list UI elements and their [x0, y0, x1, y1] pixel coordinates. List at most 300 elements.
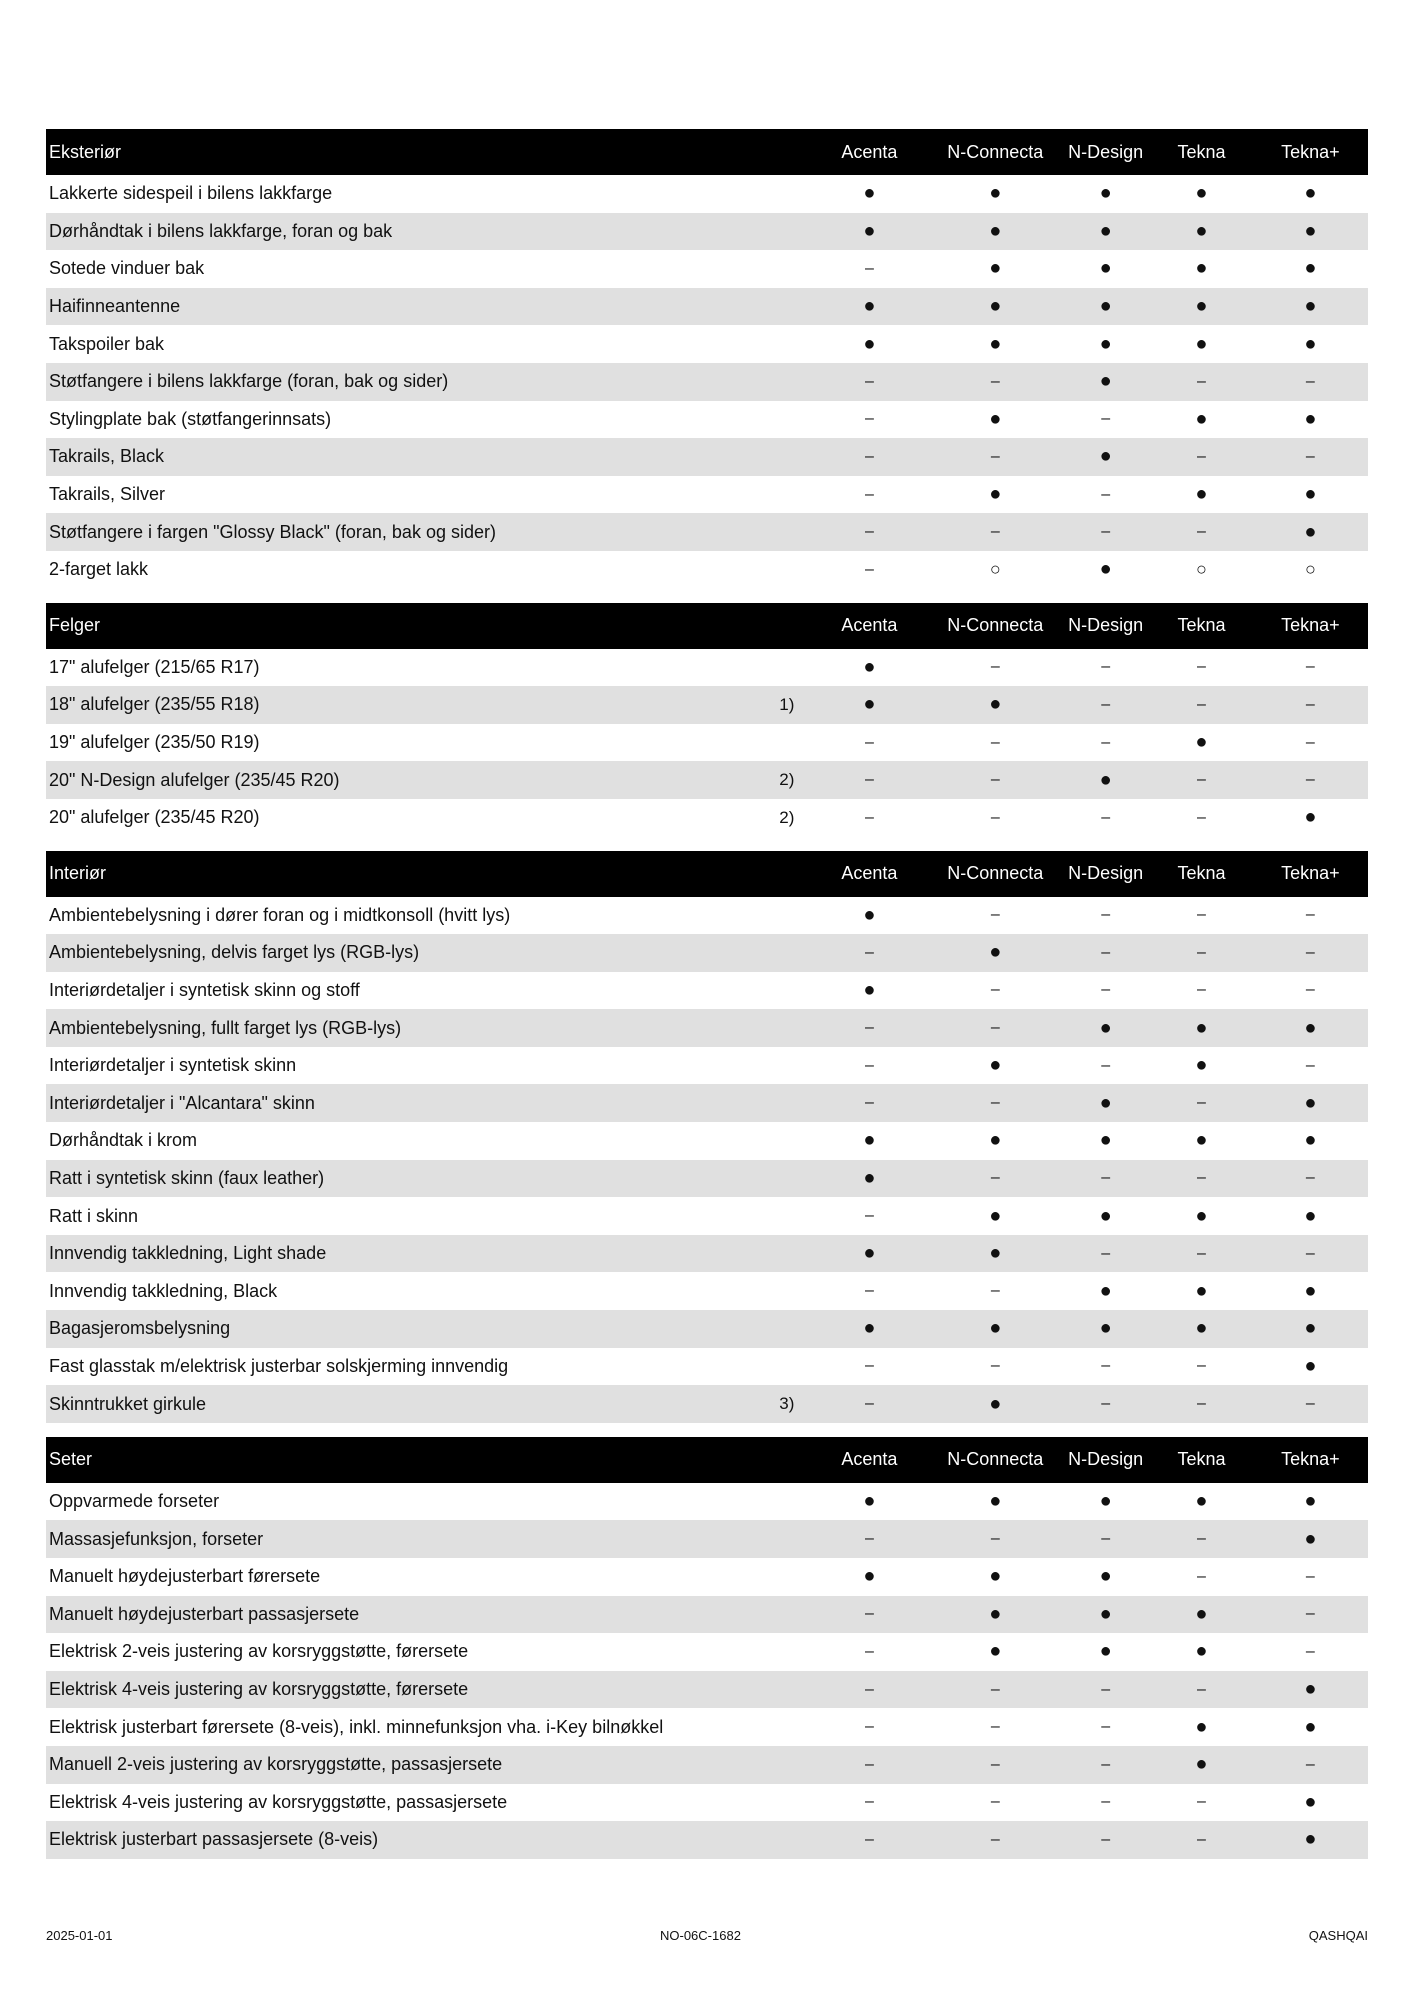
availability-std: ● [989, 1490, 1002, 1513]
table-row [46, 686, 1368, 724]
feature-label: Dørhåndtak i bilens lakkfarge, foran og bak [49, 220, 393, 241]
section-header [46, 1437, 1368, 1483]
availability-std: ● [989, 1602, 1002, 1625]
availability-none: – [1101, 906, 1111, 924]
table-row [46, 1084, 1368, 1122]
availability-std: ● [989, 1565, 1002, 1588]
feature-label: Elektrisk justerbart passasjersete (8-veis) [49, 1829, 379, 1850]
feature-label: Ratt i syntetisk skinn (faux leather) [49, 1167, 325, 1188]
feature-label: 19" alufelger (235/50 R19) [49, 732, 260, 753]
footnote-ref: 2) [779, 807, 795, 827]
availability-none: – [1101, 1680, 1111, 1698]
availability-std: ● [1195, 332, 1208, 355]
availability-none: – [864, 1642, 874, 1660]
availability-none: – [990, 1169, 1000, 1187]
availability-std: ● [1304, 1678, 1317, 1701]
availability-std: ● [1195, 1317, 1208, 1340]
column-header: Acenta [841, 615, 898, 636]
availability-none: – [1197, 1530, 1206, 1548]
availability-std: ● [989, 219, 1002, 242]
availability-none: – [864, 943, 874, 961]
availability-none: – [990, 906, 1000, 924]
availability-none: – [1101, 523, 1111, 541]
availability-std: ● [989, 1204, 1002, 1227]
table-row [46, 1235, 1368, 1273]
feature-label: Bagasjeromsbelysning [49, 1318, 231, 1339]
availability-std: ● [1304, 1527, 1317, 1550]
column-header: N-Design [1068, 141, 1144, 162]
table-row [46, 363, 1368, 401]
availability-std: ● [989, 332, 1002, 355]
availability-none: – [864, 733, 874, 751]
feature-label: Oppvarmede forseter [49, 1491, 220, 1512]
availability-std: ● [863, 1490, 876, 1513]
availability-none: – [1305, 1642, 1315, 1660]
availability-none: – [864, 1395, 874, 1413]
availability-none: – [990, 1530, 1000, 1548]
column-header: N-Connecta [947, 863, 1044, 883]
section-header [46, 129, 1368, 175]
availability-none: – [1197, 372, 1206, 390]
feature-label: 20" alufelger (235/45 R20) [49, 807, 260, 828]
table-row [46, 761, 1368, 799]
availability-none: – [1197, 1244, 1206, 1262]
availability-none: – [1101, 1755, 1111, 1773]
availability-none: – [990, 1094, 1000, 1112]
feature-label: 2-farget lakk [49, 559, 149, 580]
availability-std: ● [1304, 1279, 1317, 1302]
availability-std: ● [989, 1640, 1002, 1663]
availability-std: ● [1195, 1204, 1208, 1227]
availability-none: – [1101, 733, 1111, 751]
feature-label: Sotede vinduer bak [49, 258, 205, 279]
availability-std: ● [1304, 1204, 1317, 1227]
feature-label: Ambientebelysning, fullt farget lys (RGB-lys) [49, 1017, 402, 1038]
table-row [46, 1310, 1368, 1348]
table-row [46, 513, 1368, 551]
table-row [46, 1483, 1368, 1521]
availability-none: – [864, 1207, 874, 1225]
availability-none: – [1197, 981, 1206, 999]
availability-none: – [1197, 1357, 1206, 1375]
availability-none: – [1305, 658, 1315, 676]
availability-none: – [1197, 1395, 1206, 1413]
availability-none: – [1197, 906, 1206, 924]
availability-none: – [864, 1830, 874, 1848]
availability-std: ● [989, 295, 1002, 318]
availability-none: – [864, 1019, 874, 1037]
availability-std: ● [1195, 407, 1208, 430]
availability-none: – [990, 1718, 1000, 1736]
table-row [46, 1122, 1368, 1160]
column-header: Tekna [1177, 141, 1226, 162]
availability-std: ● [1195, 1753, 1208, 1776]
availability-std: ● [863, 332, 876, 355]
availability-std: ● [989, 1392, 1002, 1415]
availability-none: – [1101, 658, 1111, 676]
availability-none: – [1197, 1169, 1206, 1187]
availability-none: – [990, 523, 1000, 541]
feature-label: Elektrisk 4-veis justering av korsryggstøtte, passasjersete [49, 1791, 508, 1812]
availability-std: ● [1099, 1204, 1112, 1227]
table-row [46, 1784, 1368, 1822]
availability-std: ● [1195, 1602, 1208, 1625]
column-header: N-Design [1068, 863, 1144, 883]
table-row [46, 934, 1368, 972]
feature-label: Interiørdetaljer i syntetisk skinn og stoff [49, 979, 360, 1000]
availability-none: – [1305, 372, 1315, 390]
feature-label: Elektrisk justerbart førersete (8-veis), inkl. minnefunksjon vha. i-Key bilnøkkel [49, 1716, 664, 1737]
feature-label: Elektrisk 2-veis justering av korsryggstøtte, førersete [49, 1641, 469, 1662]
feature-label: Innvendig takkledning, Black [49, 1280, 278, 1301]
availability-opt: ○ [989, 559, 1001, 580]
availability-std: ● [1304, 219, 1317, 242]
section-0 [46, 129, 1368, 589]
availability-none: – [990, 808, 1000, 826]
feature-label: Lakkerte sidespeil i bilens lakkfarge [49, 183, 333, 204]
table-row [46, 438, 1368, 476]
availability-none: – [864, 1056, 874, 1074]
footer-model: QASHQAI [1308, 1928, 1368, 1943]
availability-std: ● [863, 655, 876, 678]
table-row [46, 1596, 1368, 1634]
section-title: Seter [49, 1449, 93, 1470]
spec-tables [46, 129, 1368, 1873]
availability-std: ● [1099, 1490, 1112, 1513]
column-header: Acenta [841, 1449, 898, 1470]
table-row [46, 1520, 1368, 1558]
table-row [46, 551, 1368, 589]
feature-label: Støtfangere i fargen "Glossy Black" (foran, bak og sider) [49, 521, 496, 542]
availability-std: ● [1304, 407, 1317, 430]
availability-std: ● [1099, 1091, 1112, 1114]
feature-label: Dørhåndtak i krom [49, 1130, 198, 1151]
availability-std: ● [1304, 1490, 1317, 1513]
feature-label: Ambientebelysning i dører foran og i midtkonsoll (hvitt lys) [49, 904, 511, 925]
section-rows [46, 175, 1368, 589]
availability-none: – [864, 560, 874, 578]
availability-none: – [1101, 1718, 1111, 1736]
availability-none: – [864, 1357, 874, 1375]
section-title: Felger [49, 615, 101, 636]
availability-none: – [1305, 1169, 1315, 1187]
availability-none: – [990, 1793, 1000, 1811]
footer-date: 2025-01-01 [46, 1928, 113, 1943]
feature-label: Ratt i skinn [49, 1205, 139, 1226]
availability-std: ● [1099, 1602, 1112, 1625]
column-header: N-Design [1068, 1449, 1144, 1470]
availability-none: – [864, 1282, 874, 1300]
section-3 [46, 1437, 1368, 1859]
availability-none: – [1305, 733, 1315, 751]
availability-std: ● [1304, 1715, 1317, 1738]
availability-none: – [1305, 1056, 1315, 1074]
availability-none: – [1305, 943, 1315, 961]
footnote-ref: 3) [779, 1394, 795, 1414]
column-header: N-Connecta [947, 615, 1044, 636]
column-header: Acenta [841, 863, 898, 883]
availability-std: ● [1304, 295, 1317, 318]
availability-none: – [864, 771, 874, 789]
availability-std: ● [1099, 370, 1112, 393]
availability-std: ● [989, 182, 1002, 205]
availability-std: ● [863, 693, 876, 716]
section-rows [46, 897, 1368, 1423]
section-header [46, 851, 1368, 897]
feature-label: Haifinneantenne [49, 296, 181, 317]
availability-none: – [1101, 410, 1111, 428]
availability-std: ● [1099, 1565, 1112, 1588]
availability-std: ● [1195, 1129, 1208, 1152]
table-row [46, 1633, 1368, 1671]
section-2 [46, 851, 1368, 1423]
availability-std: ● [1099, 295, 1112, 318]
availability-none: – [1101, 943, 1111, 961]
feature-label: 20" N-Design alufelger (235/45 R20) [49, 769, 340, 790]
availability-none: – [1197, 943, 1206, 961]
availability-std: ● [989, 941, 1002, 964]
column-header: N-Design [1068, 615, 1144, 636]
availability-std: ● [1195, 1016, 1208, 1039]
feature-label: Manuell 2-veis justering av korsryggstøtte, passasjersete [49, 1754, 503, 1775]
availability-none: – [864, 447, 874, 465]
availability-std: ● [863, 1317, 876, 1340]
availability-none: – [864, 1680, 874, 1698]
availability-none: – [864, 523, 874, 541]
availability-none: – [864, 259, 874, 277]
availability-none: – [1305, 1244, 1315, 1262]
table-row [46, 724, 1368, 762]
column-header: Tekna+ [1281, 863, 1340, 883]
availability-std: ● [863, 1129, 876, 1152]
section-rows [46, 649, 1368, 837]
feature-label: Stylingplate bak (støtfangerinnsats) [49, 408, 332, 429]
table-row [46, 1385, 1368, 1423]
table-row [46, 476, 1368, 514]
availability-none: – [864, 1605, 874, 1623]
availability-std: ● [989, 1317, 1002, 1340]
availability-none: – [1305, 771, 1315, 789]
section-1 [46, 603, 1368, 837]
availability-none: – [1197, 1680, 1206, 1698]
availability-std: ● [989, 1242, 1002, 1265]
availability-std: ● [1304, 1354, 1317, 1377]
availability-none: – [864, 1718, 874, 1736]
table-row [46, 1197, 1368, 1235]
availability-std: ● [1099, 1129, 1112, 1152]
availability-none: – [1197, 771, 1206, 789]
availability-std: ● [863, 978, 876, 1001]
availability-std: ● [989, 407, 1002, 430]
table-row [46, 175, 1368, 213]
availability-none: – [1305, 981, 1315, 999]
availability-none: – [1305, 447, 1315, 465]
availability-none: – [1101, 1395, 1111, 1413]
availability-none: – [1101, 1793, 1111, 1811]
availability-none: – [990, 1830, 1000, 1848]
availability-std: ● [1099, 445, 1112, 468]
feature-label: Ambientebelysning, delvis farget lys (RGB-lys) [49, 942, 420, 963]
table-row [46, 213, 1368, 251]
table-row [46, 799, 1368, 837]
availability-none: – [864, 372, 874, 390]
availability-none: – [990, 981, 1000, 999]
availability-none: – [990, 658, 1000, 676]
availability-std: ● [1304, 332, 1317, 355]
availability-none: – [990, 733, 1000, 751]
availability-none: – [1101, 1530, 1111, 1548]
section-title: Interiør [49, 863, 107, 883]
availability-none: – [1305, 1755, 1315, 1773]
availability-std: ● [1195, 1054, 1208, 1077]
feature-label: Fast glasstak m/elektrisk justerbar solskjerming innvendig [49, 1355, 509, 1376]
table-row [46, 1671, 1368, 1709]
availability-none: – [864, 1755, 874, 1773]
availability-none: – [990, 372, 1000, 390]
availability-std: ● [1195, 1279, 1208, 1302]
availability-std: ● [1304, 1828, 1317, 1851]
availability-std: ● [1304, 1790, 1317, 1813]
availability-none: – [1305, 1395, 1315, 1413]
feature-label: Manuelt høydejusterbart førersete [49, 1566, 321, 1587]
table-row [46, 1558, 1368, 1596]
availability-none: – [864, 1793, 874, 1811]
availability-std: ● [1195, 1715, 1208, 1738]
table-row [46, 972, 1368, 1010]
availability-std: ● [863, 1565, 876, 1588]
availability-none: – [1305, 695, 1315, 713]
availability-none: – [990, 1357, 1000, 1375]
feature-label: Takrails, Black [49, 446, 165, 467]
availability-none: – [1197, 658, 1206, 676]
availability-none: – [1101, 1830, 1111, 1848]
availability-std: ● [863, 903, 876, 926]
feature-label: 17" alufelger (215/65 R17) [49, 656, 260, 677]
availability-std: ● [1099, 1640, 1112, 1663]
availability-none: – [990, 771, 1000, 789]
feature-label: Takrails, Silver [49, 484, 166, 505]
availability-std: ● [1099, 558, 1112, 581]
availability-std: ● [989, 483, 1002, 506]
availability-std: ● [1304, 520, 1317, 543]
availability-std: ● [1304, 1091, 1317, 1114]
table-row [46, 1746, 1368, 1784]
column-header: Tekna [1177, 615, 1226, 636]
availability-none: – [1197, 808, 1206, 826]
availability-std: ● [1099, 1317, 1112, 1340]
table-row [46, 1047, 1368, 1085]
column-header: Acenta [841, 141, 898, 162]
availability-std: ● [1304, 806, 1317, 829]
feature-label: Skinntrukket girkule [49, 1393, 207, 1414]
feature-label: Støtfangere i bilens lakkfarge (foran, bak og sider) [49, 371, 449, 392]
availability-std: ● [863, 1166, 876, 1189]
column-header: Tekna+ [1281, 1449, 1340, 1470]
availability-std: ● [1099, 219, 1112, 242]
availability-none: – [1101, 1056, 1111, 1074]
column-header: Tekna [1177, 1449, 1226, 1470]
availability-std: ● [1195, 483, 1208, 506]
availability-none: – [990, 1680, 1000, 1698]
table-row [46, 401, 1368, 439]
table-row [46, 1272, 1368, 1310]
availability-std: ● [863, 295, 876, 318]
feature-label: Interiørdetaljer i "Alcantara" skinn [49, 1092, 315, 1113]
availability-none: – [1101, 695, 1111, 713]
availability-std: ● [989, 693, 1002, 716]
availability-none: – [1101, 485, 1111, 503]
availability-none: – [1197, 695, 1206, 713]
availability-none: – [1101, 1357, 1111, 1375]
footer-code: NO-06C-1682 [660, 1928, 741, 1943]
footnote-ref: 2) [779, 770, 795, 790]
availability-std: ● [1304, 182, 1317, 205]
table-row [46, 288, 1368, 326]
availability-std: ● [1195, 731, 1208, 754]
column-header: N-Connecta [947, 141, 1044, 162]
column-header: Tekna [1177, 863, 1226, 883]
availability-none: – [1101, 1244, 1111, 1262]
availability-none: – [1305, 1567, 1315, 1585]
availability-std: ● [1195, 295, 1208, 318]
availability-std: ● [1099, 768, 1112, 791]
feature-label: Interiørdetaljer i syntetisk skinn [49, 1055, 297, 1076]
availability-none: – [1305, 906, 1315, 924]
availability-std: ● [863, 219, 876, 242]
availability-opt: ○ [1196, 559, 1207, 580]
availability-std: ● [863, 182, 876, 205]
table-row [46, 250, 1368, 288]
availability-none: – [1197, 1567, 1206, 1585]
availability-std: ● [1099, 332, 1112, 355]
availability-std: ● [1195, 1490, 1208, 1513]
availability-std: ● [1304, 1129, 1317, 1152]
column-header: Tekna+ [1281, 615, 1340, 636]
table-row [46, 1160, 1368, 1198]
section-title: Eksteriør [49, 141, 121, 162]
availability-none: – [1101, 808, 1111, 826]
availability-none: – [1197, 1830, 1206, 1848]
availability-std: ● [1304, 1317, 1317, 1340]
availability-none: – [990, 447, 1000, 465]
feature-label: Massasjefunksjon, forseter [49, 1528, 264, 1549]
availability-none: – [990, 1019, 1000, 1037]
availability-std: ● [1099, 182, 1112, 205]
availability-std: ● [1304, 483, 1317, 506]
availability-std: ● [989, 1054, 1002, 1077]
availability-std: ● [1195, 257, 1208, 280]
availability-none: – [864, 808, 874, 826]
availability-std: ● [1099, 1016, 1112, 1039]
availability-std: ● [863, 1242, 876, 1265]
availability-std: ● [1304, 1016, 1317, 1039]
availability-none: – [1101, 1169, 1111, 1187]
availability-none: – [1197, 447, 1206, 465]
availability-std: ● [1304, 257, 1317, 280]
availability-none: – [1101, 981, 1111, 999]
table-row [46, 897, 1368, 935]
section-rows [46, 1483, 1368, 1859]
availability-std: ● [1099, 1279, 1112, 1302]
feature-label: Manuelt høydejusterbart passasjersete [49, 1603, 360, 1624]
availability-std: ● [1099, 257, 1112, 280]
footnote-ref: 1) [779, 694, 795, 714]
availability-none: – [990, 1282, 1000, 1300]
availability-std: ● [1195, 1640, 1208, 1663]
feature-label: Elektrisk 4-veis justering av korsryggstøtte, førersete [49, 1679, 469, 1700]
feature-label: Innvendig takkledning, Light shade [49, 1243, 327, 1264]
table-row [46, 1348, 1368, 1386]
